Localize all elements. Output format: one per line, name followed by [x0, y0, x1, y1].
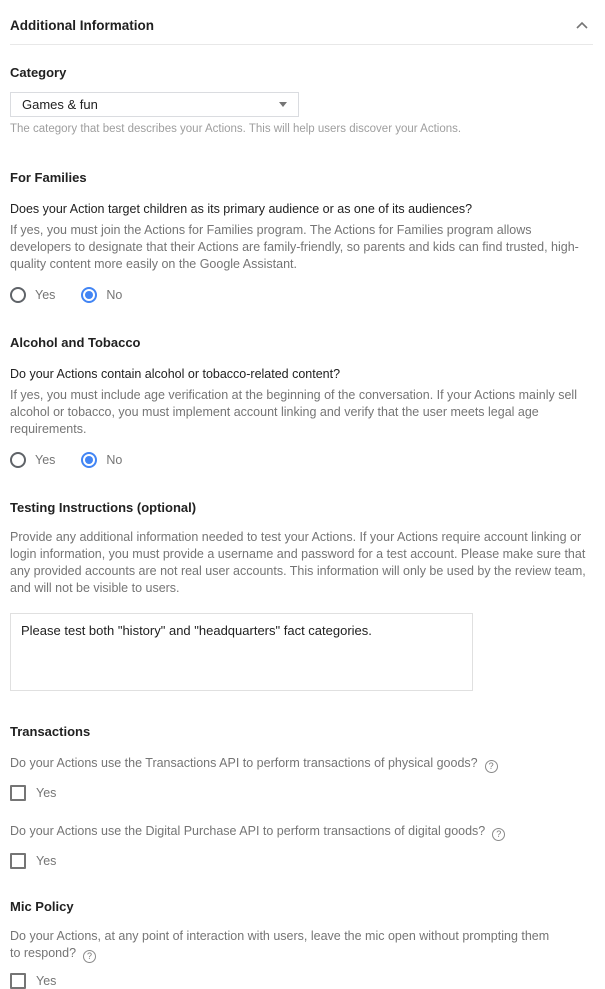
checkbox-label: Yes — [36, 786, 57, 800]
category-section — [10, 65, 593, 135]
panel-header — [10, 0, 593, 45]
radio-label: Yes — [35, 453, 56, 467]
checkbox-icon — [10, 853, 26, 869]
for-families-description: If yes, you must join the Actions for Families program. The Actions for Families program allows developers to designate that their Actions are family-friendly, so parents and kids can find trusted, high-quality content more easily on the Google Assistant. — [10, 223, 579, 271]
checkbox-label: Yes — [36, 974, 57, 988]
panel-title: Additional Information — [10, 18, 154, 33]
alcohol-tobacco-radio-yes[interactable] — [10, 452, 55, 468]
alcohol-tobacco-radio-no[interactable] — [81, 452, 122, 468]
transactions-question-digital: Do your Actions use the Digital Purchase API to perform transactions of digital goods? ? — [10, 823, 593, 841]
mic-policy-checkbox-row[interactable] — [10, 973, 593, 989]
mic-policy-heading: Mic Policy — [10, 899, 74, 914]
alcohol-tobacco-radio-group — [10, 452, 593, 468]
transactions-digital-checkbox-row[interactable] — [10, 853, 593, 869]
alcohol-tobacco-question: Do your Actions contain alcohol or tobacco-related content? — [10, 367, 341, 381]
transactions-physical-checkbox-row[interactable] — [10, 785, 593, 801]
radio-icon — [81, 287, 97, 303]
for-families-heading: For Families — [10, 170, 87, 185]
for-families-radio-no[interactable] — [81, 287, 122, 303]
testing-instructions-input[interactable] — [10, 613, 473, 691]
radio-icon — [10, 287, 26, 303]
category-helper-text: The category that best describes your Actions. This will help users discover your Actions. — [10, 123, 462, 135]
testing-instructions-heading: Testing Instructions (optional) — [10, 500, 197, 515]
transactions-question-physical: Do your Actions use the Transactions API to perform transactions of physical goods? ? — [10, 755, 593, 773]
category-selected-value: Games & fun — [22, 97, 98, 112]
help-icon[interactable]: ? — [83, 950, 96, 963]
radio-icon — [81, 452, 97, 468]
chevron-up-icon — [575, 18, 589, 33]
checkbox-label: Yes — [36, 854, 57, 868]
radio-label: No — [106, 288, 123, 302]
alcohol-tobacco-description: If yes, you must include age verification at the beginning of the conversation. If your Actions mainly sell alcohol or tobacco, you must implement account linking and verify that the user meets legal age requirements. — [10, 388, 577, 436]
testing-instructions-section — [10, 500, 593, 696]
checkbox-icon — [10, 973, 26, 989]
radio-label: Yes — [35, 288, 56, 302]
checkbox-icon — [10, 785, 26, 801]
help-icon[interactable]: ? — [485, 760, 498, 773]
category-label: Category — [10, 65, 67, 80]
alcohol-tobacco-section — [10, 335, 593, 468]
category-select[interactable] — [10, 92, 299, 117]
transactions-heading: Transactions — [10, 724, 91, 739]
for-families-radio-group — [10, 287, 593, 303]
for-families-radio-yes[interactable] — [10, 287, 55, 303]
help-icon[interactable]: ? — [492, 828, 505, 841]
transactions-section — [10, 724, 593, 869]
radio-label: No — [106, 453, 123, 467]
for-families-question: Does your Action target children as its primary audience or as one of its audiences? — [10, 202, 473, 216]
radio-icon — [10, 452, 26, 468]
alcohol-tobacco-heading: Alcohol and Tobacco — [10, 335, 141, 350]
testing-instructions-description: Provide any additional information needed to test your Actions. If your Actions require account linking or login information, you must provide a username and password for a test account. Please make sure that any provided accounts are not real user accounts. This information will only be used by the review team, and will not be visible to users. — [10, 530, 586, 595]
collapse-button[interactable] — [573, 16, 591, 35]
dropdown-arrow-icon — [279, 102, 287, 107]
mic-policy-question: Do your Actions, at any point of interaction with users, leave the mic open without prompting them to respond? ? — [10, 929, 550, 961]
for-families-section — [10, 170, 593, 303]
mic-policy-section — [10, 899, 593, 989]
